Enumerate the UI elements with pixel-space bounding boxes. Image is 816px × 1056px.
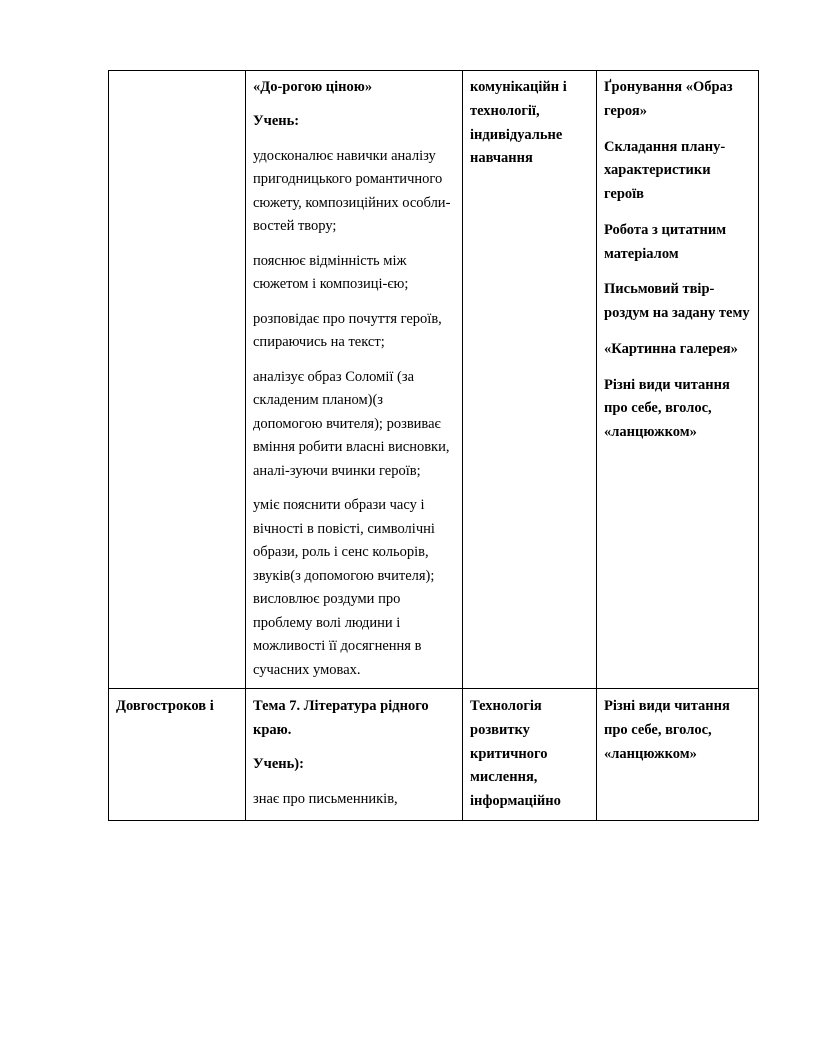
paragraph: розповідає про почуття героїв, спираючись на текст; <box>253 310 442 351</box>
paragraph: Тема 7. Література рідного краю. <box>253 698 429 738</box>
paragraph: пояснює відмінність між сюжетом і композиці-єю; <box>253 252 409 293</box>
table-cell-methods <box>597 71 759 689</box>
table-cell-technology <box>463 689 597 821</box>
paragraph: аналізує образ Соломії (за складеним планом)(з допомогою вчителя); розвиває вміння робити власні висновки, аналі-зуючи вчинки героїв; <box>253 368 450 479</box>
paragraph: «До-рогою ціною» <box>253 79 373 95</box>
paragraph: Різні види читання про себе, вголос, «ланцюжком» <box>604 698 730 762</box>
table-cell-content <box>246 689 463 821</box>
paragraph: Учень): <box>253 756 304 773</box>
paragraph: Ґронування «Образ героя» <box>604 79 733 119</box>
paragraph: Робота з цитатним матеріалом <box>604 221 727 262</box>
paragraph: Різні види читання про себе, вголос, «ланцюжком» <box>604 376 730 441</box>
paragraph: комунікаційн і технології, індивідуальне навчання <box>470 79 567 167</box>
table-cell-duration <box>109 71 246 689</box>
paragraph: «Картинна галерея» <box>604 340 738 357</box>
paragraph: Довгостроков і <box>116 698 214 715</box>
curriculum-table <box>108 70 759 821</box>
table-cell-technology <box>463 71 597 689</box>
paragraph: удосконалює навички аналізу пригодницького романтичного сюжету, композиційних особли-востей твору; <box>253 147 451 235</box>
table-cell-methods <box>597 689 759 821</box>
paragraph: Письмовий твір-роздум на задану тему <box>604 281 750 322</box>
table-row <box>109 689 759 821</box>
table-row <box>109 71 759 689</box>
table-cell-duration <box>109 689 246 821</box>
paragraph: уміє пояснити образи часу і вічності в повісті, символічні образи, роль і сенс кольорів, звуків(з допомогою вчителя); висловлює роздуми про проблему волі людини і можливості її досягнення в сучасних умовах. <box>253 497 435 678</box>
paragraph: Учень: <box>253 113 300 130</box>
table-cell-content <box>246 71 463 689</box>
paragraph: Складання плану-характеристики героїв <box>604 138 726 203</box>
paragraph: Технологія розвитку критичного мислення, інформаційно <box>470 698 561 810</box>
paragraph: знає про письменників, <box>253 790 398 807</box>
